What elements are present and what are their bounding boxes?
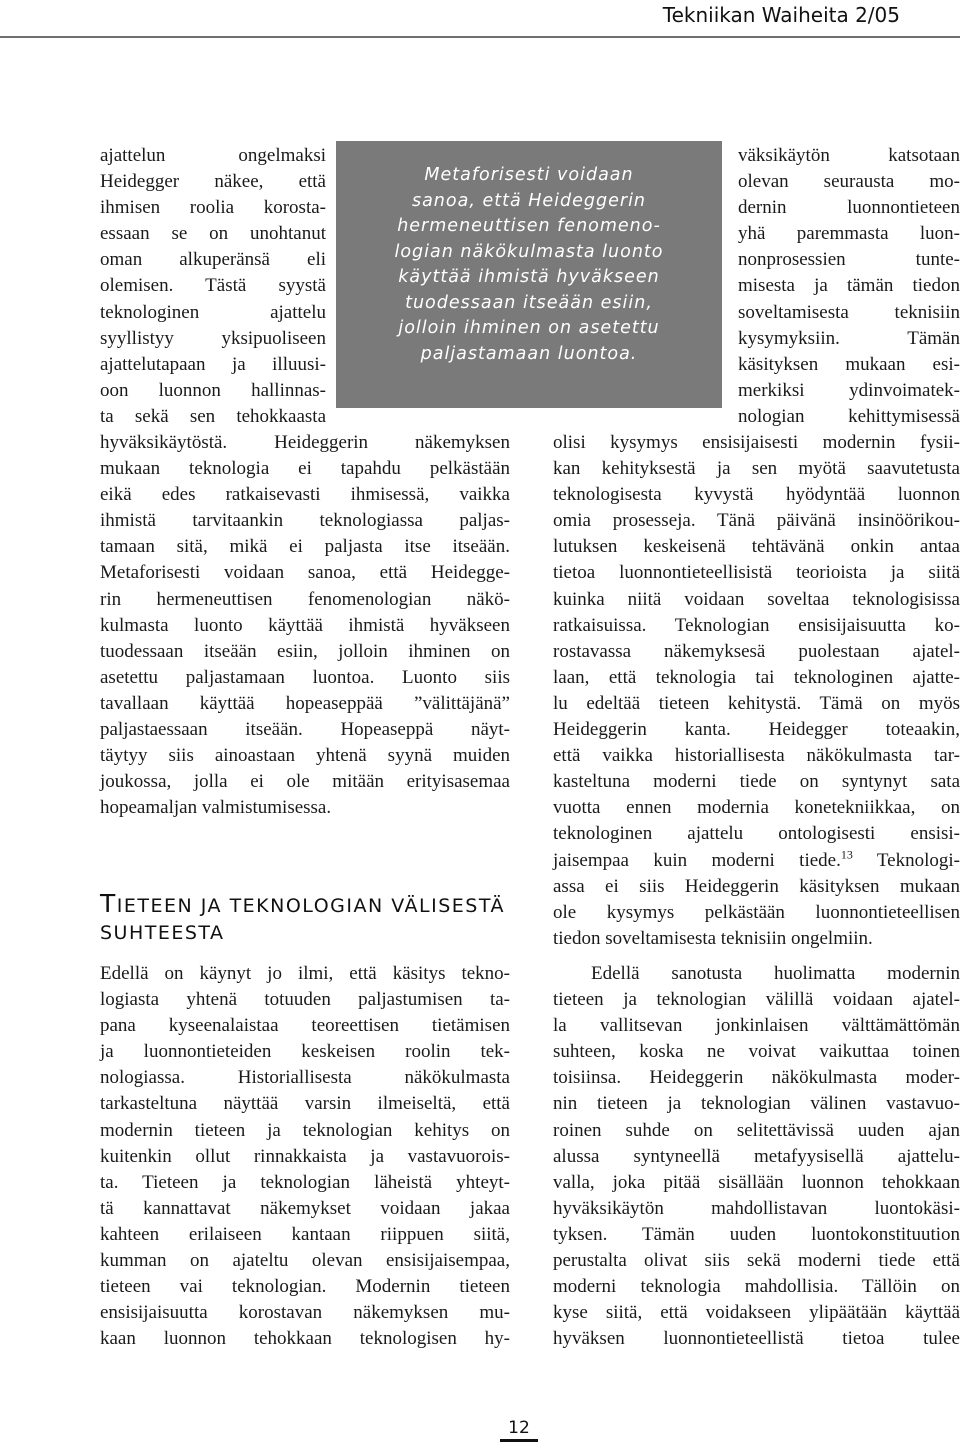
text-line: tarkasteltuna näyttää varsin ilmeiseltä, että <box>100 1093 510 1115</box>
text-line: täytyy siis ainoastaan yhtenä syynä muiden <box>100 745 510 767</box>
text-line: oman alkuperänsä eli <box>100 249 326 271</box>
text-line: ihmisen roolia korosta- <box>100 197 326 219</box>
text-line: soveltamisesta teknisiin <box>738 301 960 323</box>
text-line: olemisen. Tästä syystä <box>100 275 326 297</box>
text-line: tamaan sitä, mikä ei paljasta itse itseään. <box>100 536 510 558</box>
text-line: ja luonnontieteiden keskeisen roolin tek- <box>100 1041 510 1063</box>
text-line: olisi kysymys ensisijaisesti modernin fysii- <box>553 432 960 453</box>
text-line: essaan se on unohtanut <box>100 223 326 245</box>
text-line: ihmistä tarvitaankin teknologiassa paljas- <box>100 510 510 532</box>
text-line: tä kannattavat näkemykset voidaan jakaa <box>100 1197 510 1219</box>
pull-quote-line: tuodessaan itseään esiin, <box>405 292 653 313</box>
left-column-paragraph-bottom <box>100 961 510 1352</box>
pull-quote-line: hermeneuttisen fenomeno- <box>397 216 661 236</box>
text-line: tieteen ja teknologian välillä voidaan ajatel- <box>553 989 960 1011</box>
text-line: kan kehityksestä ja sen myötä saavutetusta <box>553 458 960 480</box>
text-line: alussa syntyneellä metafyysisellä ajattelu- <box>553 1145 960 1167</box>
text-line: käsityksen mukaan esi- <box>738 353 960 375</box>
text-line: merkiksi ydinvoimatek- <box>738 379 960 401</box>
text-line: toisiinsa. Heideggerin näkökulmasta moder- <box>553 1067 960 1089</box>
text-line: logiasta yhtenä totuuden paljastumisen ta- <box>100 989 510 1011</box>
text-line: eikä edes ratkaisevasti ihmisessä, vaikka <box>100 484 510 506</box>
journal-header-title: Tekniikan Waiheita 2/05 <box>662 3 900 27</box>
text-line: teknologinen ajattelu <box>100 301 326 323</box>
text-line: olevan seurausta mo- <box>738 171 960 193</box>
page-number-rule <box>500 1439 538 1442</box>
text-line: kyse siitä, että voidakseen ylipäätään käyttää <box>553 1302 960 1324</box>
text-line: vuotta ennen modernia konetekniikkaa, on <box>553 797 960 819</box>
pull-quote-text <box>336 163 722 367</box>
text-line: misesta ja tämän tiedon <box>738 275 960 297</box>
text-line: kasteltuna moderni tiede on syntynyt sata <box>553 771 960 793</box>
text-line: yhä paremmasta luon- <box>738 223 960 245</box>
text-line: roinen suhde on selitettävissä uuden ajan <box>553 1119 960 1141</box>
text-line: paljastaessaan itseään. Hopeaseppä näyt- <box>100 719 510 741</box>
text-line: laan, että teknologia tai teknologinen ajatte- <box>553 666 960 688</box>
text-line: kuinka niitä voidaan soveltaa teknologisissa <box>553 588 960 610</box>
text-line: nologian kehittymisessä <box>738 405 960 427</box>
text-line: valla, joka pitää sisällään luonnon tehokkaan <box>553 1171 960 1193</box>
pull-quote-line: logian näkökulmasta luonto <box>394 241 664 262</box>
text-line: la vallitsevan jonkinlaisen välttämättömän <box>553 1015 960 1037</box>
text-line: modernin tieteen ja teknologian kehitys on <box>100 1119 510 1141</box>
text-line: ole kysymys pelkästään luonnontieteellisen <box>553 901 960 923</box>
pull-quote-line: käyttää ihmistä hyväkseen <box>398 267 660 287</box>
page-number: 12 <box>508 1418 530 1438</box>
pull-quote-line: paljastamaan luontoa. <box>420 343 638 364</box>
text-line: omia prosesseja. Tänä päivänä insinöörikou- <box>553 510 960 532</box>
left-column-paragraph-top <box>100 143 326 430</box>
text-line: dernin luonnontieteen <box>738 197 960 219</box>
text-line: kaan luonnon tehokkaan teknologisen hy- <box>100 1328 510 1350</box>
text-line: perustalta olivat siis sekä moderni tiede että <box>553 1250 960 1272</box>
text-line: mukaan teknologia ei tapahdu pelkästään <box>100 458 510 480</box>
text-line: tiedon soveltamisesta teknisiin ongelmiin. <box>553 927 873 949</box>
right-column-paragraph-mid <box>553 430 960 848</box>
text-line: ensisijaisuutta korostavan näkemyksen mu- <box>100 1302 510 1324</box>
section-heading <box>100 890 520 947</box>
header-rule <box>0 36 960 38</box>
text-line: ta. Tieteen ja teknologian läheistä yhteyt- <box>100 1171 510 1193</box>
text-line: kysymyksiin. Tämän <box>738 327 960 349</box>
text-line: hyväksen luonnontieteellistä tietoa tulee <box>553 1328 960 1350</box>
pull-quote-line: jolloin ihminen on asetettu <box>398 318 660 338</box>
right-column-paragraph-mid2 <box>553 874 960 952</box>
text-line: teknologisesta kyvystä hyödyntää luonnon <box>553 484 960 506</box>
text-line: Heidegger näkee, että <box>100 171 326 193</box>
text-line: rin hermeneuttisen fenomenologian näkö- <box>100 588 510 610</box>
text-line: Edellä sanotusta huolimatta modernin <box>591 963 960 984</box>
left-column-paragraph-mid <box>100 430 510 821</box>
text-line: ajattelun ongelmaksi <box>100 145 326 166</box>
text-line: asetettu paljastamaan luontoa. Luonto siis <box>100 666 510 688</box>
text-line: ratkaisuissa. Teknologian ensisijaisuutta ko- <box>553 614 960 636</box>
right-column-footnote-line <box>553 848 960 874</box>
text-line: joukossa, jolla ei ole mitään erityisasemaa <box>100 771 510 793</box>
text-line: oon luonnon hallinnas- <box>100 379 326 401</box>
pull-quote-box <box>336 141 722 408</box>
text-line: Metaforisesti voidaan sanoa, että Heidegge- <box>100 562 510 584</box>
footnote-line-before: jaisempaa kuin moderni tiede. <box>553 849 841 871</box>
right-column-paragraph-top <box>738 143 960 430</box>
text-line: nonprosessien tunte- <box>738 249 960 271</box>
text-line: kulmasta luonto käyttää ihmistä hyväkseen <box>100 614 510 636</box>
text-line: hyväksikäytöstä. Heideggerin näkemyksen <box>100 432 510 453</box>
text-line: Heideggerin kanta. Heidegger toteaakin, <box>553 719 960 741</box>
text-line: Edellä on käynyt jo ilmi, että käsitys tekno- <box>100 963 510 984</box>
pull-quote-line: sanoa, että Heideggerin <box>411 190 647 211</box>
text-line: moderni teknologia mahdollisia. Tällöin on <box>553 1276 960 1298</box>
text-line: teknologinen ajattelu ontologisesti ensisi- <box>553 823 960 845</box>
text-line: kumman on ajateltu olevan ensisijaisempaa, <box>100 1250 510 1272</box>
text-line: tuodessaan itseään esiin, jolloin ihminen on <box>100 640 510 662</box>
text-line: hyväksikäytön mahdollistavan luontokäsi- <box>553 1197 960 1219</box>
text-line: että vaikka historiallisesta näkökulmasta tar- <box>553 745 960 767</box>
text-line: pana kyseenalaistaa teoreettisen tietämisen <box>100 1015 510 1037</box>
section-heading-line2: SUHTEESTA <box>100 922 225 944</box>
section-heading-line1: IETEEN JA TEKNOLOGIAN VÄLISESTÄ <box>116 895 505 917</box>
text-line: syyllistyy yksipuoliseen <box>100 327 326 349</box>
text-line: tietoa luonnontieteellisistä teorioista ja siitä <box>553 562 960 584</box>
text-line: nologiassa. Historiallisesta näkökulmasta <box>100 1067 510 1089</box>
text-line: suhteen, koska ne voivat vaikuttaa toinen <box>553 1041 960 1063</box>
footnote-line-after: Teknologi- <box>852 849 960 871</box>
text-line: kahteen erilaiseen kantaan riippuen siitä, <box>100 1223 510 1245</box>
text-line: assa ei siis Heideggerin käsityksen mukaan <box>553 875 960 897</box>
section-heading-cap: T <box>100 889 117 918</box>
text-line: lutuksen keskeisenä tehtävänä onkin antaa <box>553 536 960 558</box>
text-line: lu edeltää tieteen kehitystä. Tämä on myös <box>553 692 960 714</box>
text-line: hopeamaljan valmistumisessa. <box>100 797 332 819</box>
pull-quote-line: Metaforisesti voidaan <box>424 165 634 185</box>
text-line: nin tieteen ja teknologian välinen vastavuo- <box>553 1093 960 1115</box>
text-line: väksikäytön katsotaan <box>738 145 960 166</box>
footnote-line <box>553 848 960 874</box>
text-line: rostavassa näkemyksesä puolestaan ajatel- <box>553 640 960 662</box>
text-line: ajattelutapaan ja illuusi- <box>100 353 326 375</box>
right-column-paragraph-bottom <box>553 961 960 1352</box>
text-line: kuitenkin ollut rinnakkaista ja vastavuorois- <box>100 1145 510 1167</box>
text-line: ta sekä sen tehokkaasta <box>100 405 326 427</box>
text-line: tyksen. Tämän uuden luontokonstituution <box>553 1223 960 1245</box>
footnote-ref-13[interactable]: 13 <box>840 847 853 862</box>
text-line: tavallaan käyttää hopeaseppää ”välittäjänä” <box>100 692 510 714</box>
text-line: tieteen vai teknologian. Modernin tieteen <box>100 1276 510 1298</box>
